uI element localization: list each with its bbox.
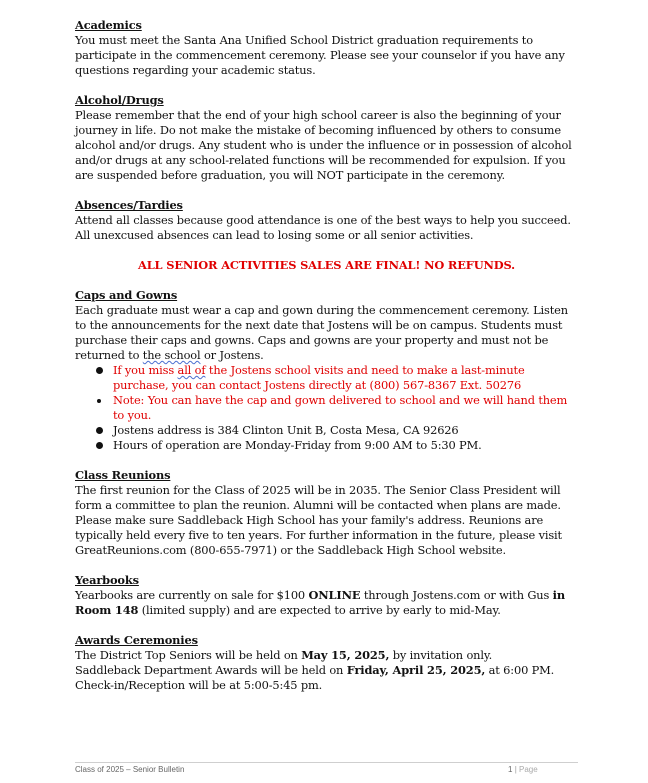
list-item-text: the Jostens school visits and need to make a last-minute purchase, you can contact Jostens directly at (800) 567-8367 Ext. 50276 [113,363,525,392]
list-item-text: Hours of operation are Monday-Friday from 9:00 AM to 5:30 PM. [113,438,482,452]
body-text-bold: May 15, 2025, [301,648,390,662]
list-item-text: If you miss [113,363,178,377]
body-text: (limited supply) and are expected to arrive by early to mid-May. [138,603,501,617]
section-body: Please remember that the end of your high school career is also the beginning of your journey in life. Do not make the mistake of becoming influenced by others to consume alcohol and/or drugs. Any student who is under the influence or in possession of alcohol and/or drugs at any school-related functions will be recommended for expulsion. If you are suspended before graduation, you will NOT participate in the ceremony. [75,108,572,182]
bullet-icon [96,442,103,449]
bullet-icon [96,367,103,374]
section-heading: Alcohol/Drugs [75,93,164,107]
list-item-text-flagged: all of [177,363,206,377]
section-body: You must meet the Santa Ana Unified School District graduation requirements to participate in the commencement ceremony. Please see your counselor if you have any questions regarding your academic status. [75,33,565,77]
section-heading: Absences/Tardies [75,198,183,212]
footer-title: Class of 2025 – Senior Bulletin [75,765,185,774]
body-text-flagged: the school [142,348,201,362]
list-item [95,438,578,453]
section-academics [75,18,578,78]
body-text-bold: in Room 148 [75,588,565,617]
body-text: by invitation only. [389,648,493,662]
body-text: through Jostens.com or with Gus [360,588,553,602]
section-body [75,303,578,363]
page-number: 1 [508,765,513,774]
list-item [95,393,578,423]
section-heading: Awards Ceremonies [75,633,198,647]
page-word: Page [519,765,538,774]
page-footer [75,762,578,774]
section-absences-tardies [75,198,578,243]
body-text-bold: ONLINE [308,588,361,602]
list-item-text: Note: You can have the cap and gown delivered to school and we will hand them to you. [113,393,568,422]
section-class-reunions [75,468,578,558]
section-heading: Caps and Gowns [75,288,178,302]
list-item [95,423,578,438]
section-awards-ceremonies [75,633,578,693]
section-alcohol-drugs [75,93,578,183]
footer-page-label [508,765,538,774]
list-item [95,363,578,393]
body-text: or Jostens. [200,348,264,362]
document-body [75,18,578,708]
body-text: Yearbooks are currently on sale for $100 [75,588,309,602]
section-body-line [75,648,578,663]
section-heading: Academics [75,18,142,32]
footer-separator: | [514,765,517,774]
body-text: The District Top Seniors will be held on [75,648,302,662]
section-heading: Class Reunions [75,468,171,482]
section-body [75,588,578,618]
bullet-icon [96,427,103,434]
no-refunds-notice: ALL SENIOR ACTIVITIES SALES ARE FINAL! NO REFUNDS. [138,258,515,272]
section-body-line [75,663,578,693]
body-text-bold: Friday, April 25, 2025, [346,663,486,677]
body-text: Each graduate must wear a cap and gown during the commencement ceremony. Listen to the announcements for the next date that Jostens will be on campus. Students must purchase their caps and gowns. Caps and gowns are your property and must not be returned to [75,303,568,362]
body-text: Saddleback Department Awards will be held on [75,663,347,677]
body-text: at 6:00 PM. Check-in/Reception will be at 5:00-5:45 pm. [75,663,555,692]
section-body: The first reunion for the Class of 2025 will be in 2035. The Senior Class President will form a committee to plan the reunion. Alumni will be contacted when plans are made. Please make sure Saddleback High School has your family's address. Reunions are typically held every five to ten years. For further information in the future, please visit GreatReunions.com (800-655-7971) or the Saddleback High School website. [75,483,562,557]
list-item-text: Jostens address is 384 Clinton Unit B, Costa Mesa, CA 92626 [113,423,459,437]
section-body: Attend all classes because good attendance is one of the best ways to help you succeed. All unexcused absences can lead to losing some or all senior activities. [75,213,571,242]
section-yearbooks [75,573,578,618]
bullet-icon [97,399,101,403]
section-heading: Yearbooks [75,573,139,587]
section-caps-gowns [75,288,578,453]
bullet-list [75,363,578,453]
